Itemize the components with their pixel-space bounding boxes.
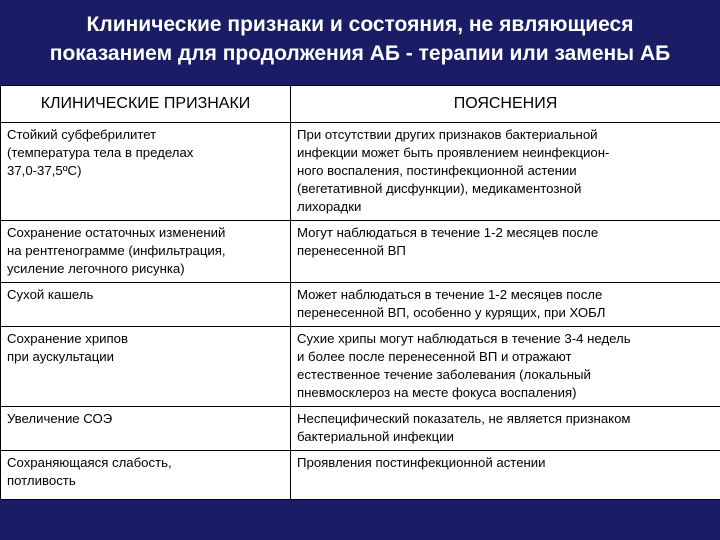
sign-text: Сохранение остаточных изменений xyxy=(7,225,226,240)
sign-text: (температура тела в пределах xyxy=(7,145,194,160)
note-cell xyxy=(291,451,720,500)
table-row xyxy=(1,327,720,407)
table-row xyxy=(1,451,720,500)
header-clinical-signs: КЛИНИЧЕСКИЕ ПРИЗНАКИ xyxy=(1,86,291,123)
note-text: и более после перенесенной ВП и отражают xyxy=(297,349,572,364)
note-text: перенесенной ВП xyxy=(297,243,406,258)
note-text: ного воспаления, постинфекционной астении xyxy=(297,163,577,178)
note-cell xyxy=(291,407,720,451)
table-row xyxy=(1,283,720,327)
sign-cell xyxy=(1,123,291,221)
note-text: пневмосклероз на месте фокуса воспаления) xyxy=(297,385,577,400)
note-text: перенесенной ВП, особенно у курящих, при ХОБЛ xyxy=(297,305,606,320)
note-text: Сухие хрипы могут наблюдаться в течение 3-4 недель xyxy=(297,331,631,346)
slide-title-line-2: показанием для продолжения АБ - терапии или замены АБ xyxy=(49,42,671,65)
sign-text: Сохраняющаяся слабость, xyxy=(7,455,172,470)
sign-cell xyxy=(1,221,291,283)
note-cell xyxy=(291,283,720,327)
sign-text: Увеличение СОЭ xyxy=(7,411,113,426)
note-text: Может наблюдаться в течение 1-2 месяцев после xyxy=(297,287,603,302)
sign-text: Сухой кашель xyxy=(7,287,94,302)
note-text: лихорадки xyxy=(297,199,362,214)
table-header-row xyxy=(1,86,720,123)
slide-title xyxy=(0,10,720,80)
note-text: (вегетативной дисфункции), медикаментозной xyxy=(297,181,582,196)
note-cell xyxy=(291,327,720,407)
sign-cell xyxy=(1,327,291,407)
note-cell xyxy=(291,123,720,221)
sign-text: потливость xyxy=(7,473,76,488)
sign-text: Стойкий субфебрилитет xyxy=(7,127,157,142)
sign-cell xyxy=(1,407,291,451)
table-row xyxy=(1,123,720,221)
note-text: Могут наблюдаться в течение 1-2 месяцев после xyxy=(297,225,599,240)
note-text: бактериальной инфекции xyxy=(297,429,454,444)
note-text: Неспецифический показатель, не является признаком xyxy=(297,411,631,426)
sign-text: Сохранение хрипов xyxy=(7,331,129,346)
sign-text: усиление легочного рисунка) xyxy=(7,261,185,276)
header-explanations: ПОЯСНЕНИЯ xyxy=(291,86,720,123)
table-row xyxy=(1,221,720,283)
note-text: При отсутствии других признаков бактериальной xyxy=(297,127,598,142)
sign-cell xyxy=(1,451,291,500)
sign-text: при аускультации xyxy=(7,349,114,364)
note-text: естественное течение заболевания (локальный xyxy=(297,367,591,382)
sign-cell xyxy=(1,283,291,327)
sign-text: на рентгенограмме (инфильтрация, xyxy=(7,243,226,258)
slide-title-line-1: Клинические признаки и состояния, не являющиеся xyxy=(86,13,634,36)
note-text: инфекции может быть проявлением неинфекцион- xyxy=(297,145,610,160)
note-cell xyxy=(291,221,720,283)
sign-text: 37,0-37,5ºС) xyxy=(7,163,82,178)
criteria-table xyxy=(0,85,720,500)
table-row xyxy=(1,407,720,451)
note-text: Проявления постинфекционной астении xyxy=(297,455,546,470)
